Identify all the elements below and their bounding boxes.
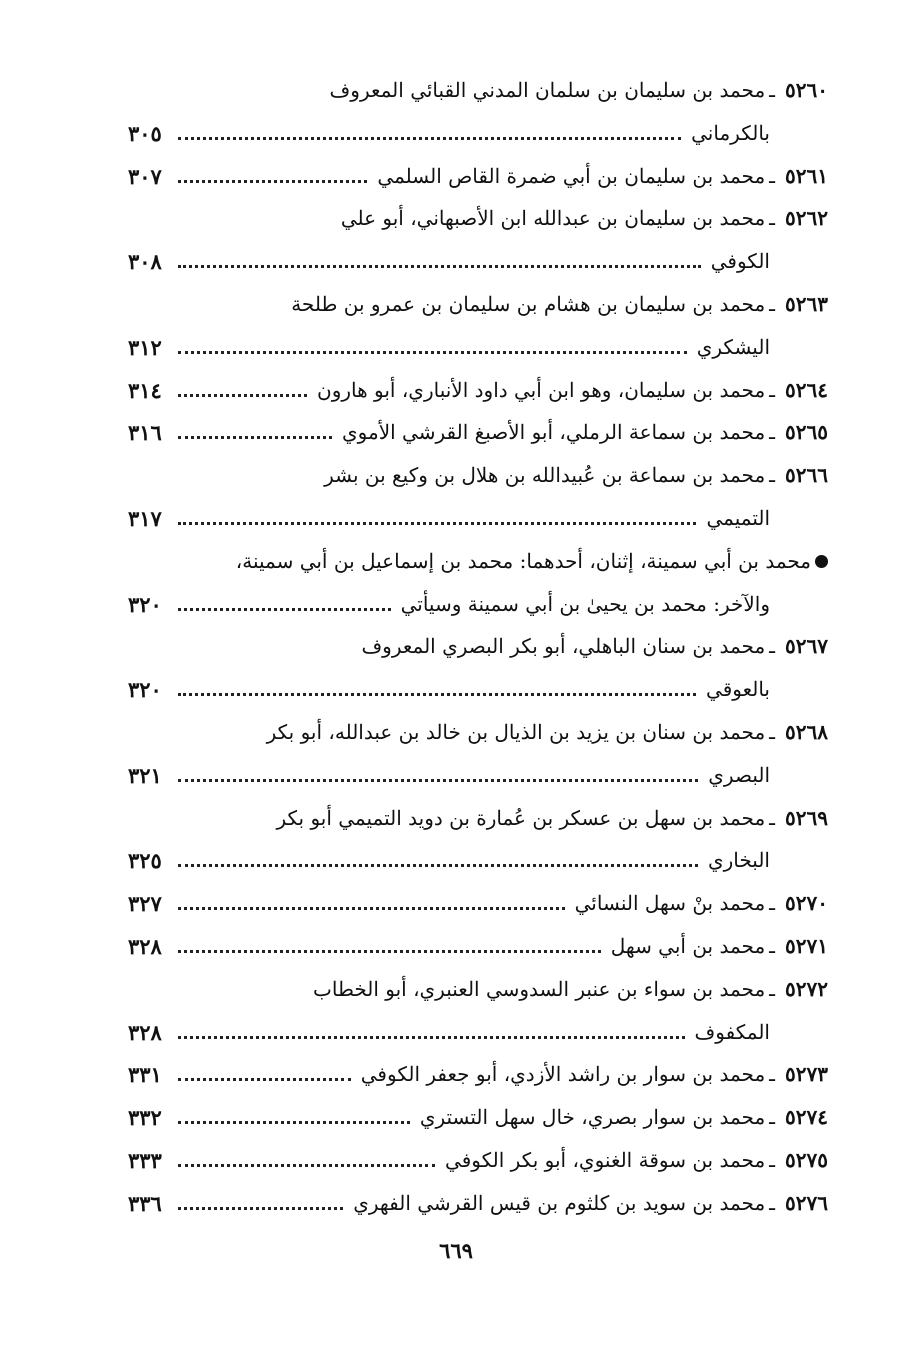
page-number: ٦٦٩	[439, 1238, 473, 1263]
dot-leader	[178, 691, 696, 696]
index-line	[128, 1140, 828, 1180]
dot-leader	[178, 1034, 685, 1039]
entry-text: محمد بن سوار بصري، خال سهل التستري	[419, 1105, 766, 1129]
entry-number: ٥٢٦٧	[785, 634, 828, 658]
entry-text: والآخر: محمد بن يحيىٰ بن أبي سمينة وسيأتي	[400, 592, 770, 616]
dot-leader	[178, 606, 391, 611]
index-line	[128, 1012, 828, 1052]
entry-page-number: ٣٢٠	[128, 676, 162, 702]
entry-text: محمد بن سوار بن راشد الأزدي، أبو جعفر الكوفي	[360, 1062, 766, 1086]
entry-text: محمد بن سماعة الرملي، أبو الأصبغ القرشي الأموي	[342, 420, 766, 444]
entry-page-number: ٣٢٨	[128, 933, 162, 959]
entry-text: محمد بن سوقة الغنوي، أبو بكر الكوفي	[445, 1148, 766, 1172]
index-line	[128, 840, 828, 880]
entry-page-number: ٣١٧	[128, 505, 162, 531]
entry-separator: ـ	[769, 720, 776, 744]
dot-leader	[178, 520, 696, 525]
entry-number: ٥٢٦٥	[785, 420, 828, 444]
dot-leader	[178, 263, 701, 268]
entry-separator: ـ	[769, 634, 776, 658]
entry-text: محمد بن سويد بن كلثوم بن قيس القرشي الفهري	[353, 1191, 766, 1215]
entry-text: اليشكري	[696, 335, 770, 359]
entry-separator: ـ	[769, 378, 776, 402]
entry-separator: ـ	[769, 934, 776, 958]
entry-number: ٥٢٦١	[785, 164, 828, 188]
entry-number: ٥٢٧٣	[785, 1062, 828, 1086]
index-line	[128, 584, 828, 624]
entry-page-number: ٣٢١	[128, 762, 162, 788]
dot-leader	[178, 777, 698, 782]
entry-page-number: ٣١٢	[128, 334, 162, 360]
entry-number: ٥٢٦٦	[785, 463, 828, 487]
entry-page-number: ٣٠٥	[128, 120, 162, 146]
entry-separator: ـ	[769, 463, 776, 487]
index-line	[128, 712, 828, 752]
entry-text: محمد بن سواء بن عنبر السدوسي العنبري، أبو الخطاب	[313, 977, 766, 1001]
index-line	[128, 669, 828, 709]
dot-leader	[178, 948, 601, 953]
index-line	[128, 1097, 828, 1137]
entry-text: محمد بن أبي سهل	[610, 934, 766, 958]
index-line	[128, 412, 828, 452]
entry-number: ٥٢٧٦	[785, 1191, 828, 1215]
entry-text: الكوفي	[710, 249, 770, 273]
entry-number: ٥٢٧٠	[785, 891, 828, 915]
index-line	[128, 1054, 828, 1094]
entry-text: محمد بن سماعة بن عُبيدالله بن هلال بن وكيع بن بشر	[324, 463, 766, 487]
entry-text: البصري	[708, 763, 770, 787]
entry-separator: ـ	[769, 1105, 776, 1129]
entry-separator: ـ	[769, 420, 776, 444]
entry-number: ٥٢٦٩	[785, 806, 828, 830]
entry-text: البخاري	[707, 848, 770, 872]
dot-leader	[178, 1119, 410, 1124]
entry-separator: ـ	[769, 977, 776, 1001]
entry-text: المكفوف	[694, 1020, 770, 1044]
entry-number: ٥٢٦٨	[785, 720, 828, 744]
entry-number: ٥٢٦٠	[785, 78, 828, 102]
entry-number: ٥٢٧٥	[785, 1148, 828, 1172]
dot-leader	[178, 905, 565, 910]
index-line	[128, 541, 828, 581]
index-line	[128, 883, 828, 923]
dot-leader	[178, 135, 681, 140]
entry-separator: ـ	[769, 78, 776, 102]
entry-text: محمد بن سليمان، وهو ابن أبي داود الأنباري، أبو هارون	[317, 378, 766, 402]
index-line	[128, 70, 828, 110]
entry-page-number: ٣٢٨	[128, 1019, 162, 1045]
index-line	[128, 969, 828, 1009]
entry-page-number: ٣٣١	[128, 1061, 162, 1087]
entry-separator: ـ	[769, 292, 776, 316]
index-line	[128, 455, 828, 495]
entry-number: ٥٢٧٢	[785, 977, 828, 1001]
entry-text: بالكرماني	[691, 121, 770, 145]
entry-page-number: ٣٢٠	[128, 591, 162, 617]
index-line	[128, 755, 828, 795]
entry-page-number: ٣٣٢	[128, 1104, 162, 1130]
entry-text: محمد بن سليمان بن هشام بن سليمان بن عمرو بن طلحة	[291, 292, 766, 316]
entry-text: محمد بن سليمان بن عبدالله ابن الأصبهاني، أبو علي	[340, 206, 766, 230]
entry-separator: ـ	[769, 1062, 776, 1086]
entry-number: ٥٢٧٤	[785, 1105, 828, 1129]
bullet-icon	[815, 555, 828, 568]
entry-separator: ـ	[769, 1191, 776, 1215]
entry-number: ٥٢٦٣	[785, 292, 828, 316]
index-line	[128, 370, 828, 410]
entry-page-number: ٣٠٧	[128, 163, 162, 189]
entry-page-number: ٣٣٦	[128, 1190, 162, 1216]
entry-text: محمد بن أبي سمينة، إثنان، أحدهما: محمد بن إسماعيل بن أبي سمينة،	[235, 549, 811, 573]
index-line	[128, 327, 828, 367]
dot-leader	[178, 392, 307, 397]
index-line	[128, 798, 828, 838]
entry-separator: ـ	[769, 806, 776, 830]
index-line	[128, 1183, 828, 1223]
entry-page-number: ٣٠٨	[128, 248, 162, 274]
dot-leader	[178, 349, 687, 354]
dot-leader	[178, 1205, 343, 1210]
entry-text: التميمي	[706, 506, 770, 530]
entry-number: ٥٢٦٢	[785, 206, 828, 230]
entry-page-number: ٣٢٥	[128, 847, 162, 873]
entry-text: محمد بن سنان بن يزيد بن الذيال بن خالد بن عبدالله، أبو بكر	[266, 720, 766, 744]
entry-text: محمد بن سهل بن عسكر بن عُمارة بن دويد التميمي أبو بكر	[276, 806, 766, 830]
entry-text: بالعوقي	[706, 677, 770, 701]
index-line	[128, 498, 828, 538]
index-line	[128, 926, 828, 966]
dot-leader	[178, 1076, 351, 1081]
index-line	[128, 626, 828, 666]
entry-number: ٥٢٧١	[785, 934, 828, 958]
dot-leader	[178, 434, 332, 439]
entry-page-number: ٣١٤	[128, 377, 162, 403]
entry-separator: ـ	[769, 164, 776, 188]
entry-text: محمد بنْ سهل النسائي	[574, 891, 766, 915]
dot-leader	[178, 178, 367, 183]
entry-separator: ـ	[769, 891, 776, 915]
dot-leader	[178, 1162, 435, 1167]
entry-separator: ـ	[769, 1148, 776, 1172]
entry-page-number: ٣٣٣	[128, 1147, 162, 1173]
entry-separator: ـ	[769, 206, 776, 230]
index-line	[128, 198, 828, 238]
entry-text: محمد بن سليمان بن سلمان المدني القبائي المعروف	[329, 78, 766, 102]
entry-number: ٥٢٦٤	[785, 378, 828, 402]
entry-page-number: ٣٢٧	[128, 890, 162, 916]
index-line	[128, 284, 828, 324]
index-line	[128, 113, 828, 153]
index-line	[128, 156, 828, 196]
entry-text: محمد بن سليمان بن أبي ضمرة القاص السلمي	[377, 164, 766, 188]
dot-leader	[178, 862, 698, 867]
entry-text: محمد بن سنان الباهلي، أبو بكر البصري المعروف	[361, 634, 766, 658]
index-line	[128, 241, 828, 281]
entry-page-number: ٣١٦	[128, 419, 162, 445]
